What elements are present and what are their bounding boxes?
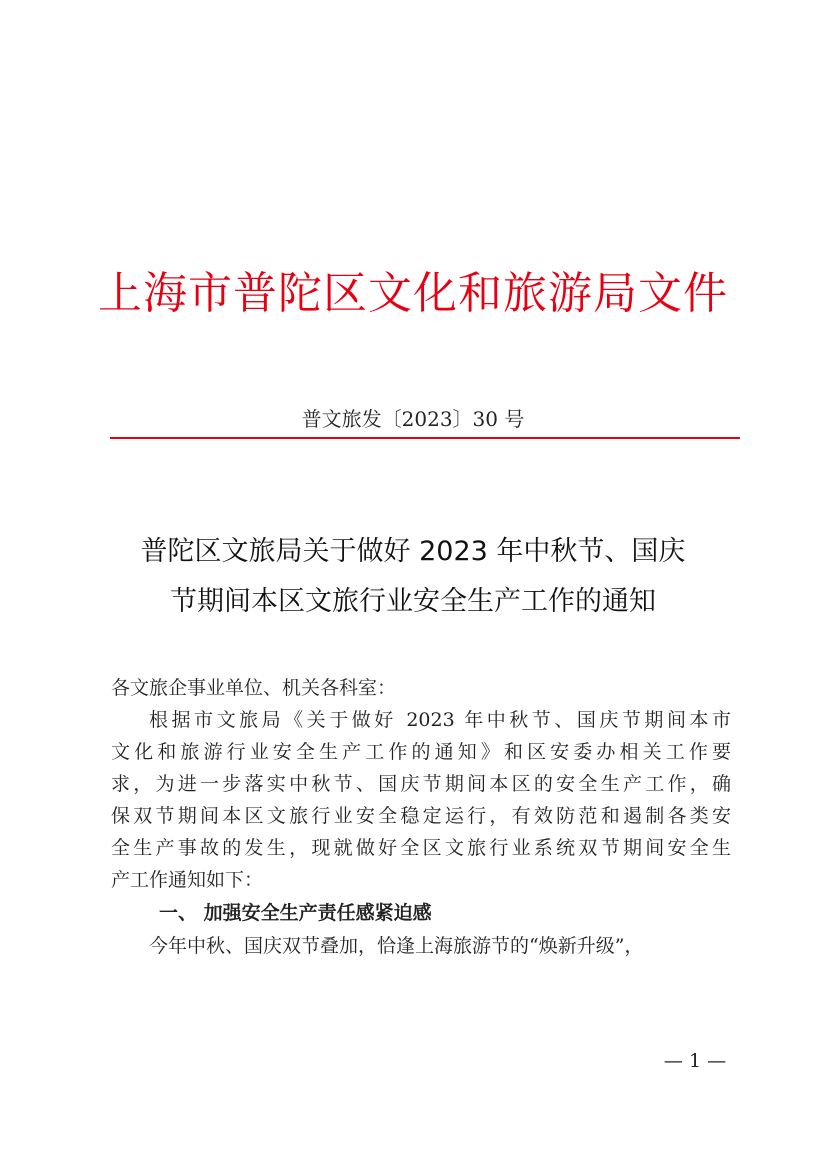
- page-number: — 1 —: [663, 1050, 727, 1072]
- paragraph-line: 产工作通知如下：: [111, 869, 264, 891]
- paragraph-line: 今年中秋、国庆双节叠加，恰逢上海旅游节的“焕新升级”，: [149, 935, 644, 957]
- document-body: [111, 672, 731, 962]
- title-line-2: 节期间本区文旅行业安全生产工作的通知: [170, 586, 656, 617]
- paragraph-line: 求，为进一步落实中秋节、国庆节期间本区的安全生产工作，确: [111, 773, 731, 795]
- title-line-1: 普陀区文旅局关于做好 2023 年中秋节、国庆: [140, 536, 686, 567]
- document-title: [90, 527, 736, 627]
- paragraph-2: [111, 930, 731, 962]
- document-number: 普文旅发〔2023〕30 号: [301, 407, 525, 431]
- paragraph-line: 全生产事故的发生，现就做好全区文旅行业系统双节期间安全生: [111, 837, 731, 859]
- paragraph-1: [111, 704, 731, 896]
- red-divider-line: [110, 437, 740, 439]
- paragraph-line: 保双节期间本区文旅行业安全稳定运行，有效防范和遏制各类安: [111, 805, 731, 827]
- paragraph-line: 根据市文旅局《关于做好 2023 年中秋节、国庆节期间本市: [149, 709, 731, 731]
- section-heading-1: 一、 加强安全生产责任感紧迫感: [159, 902, 432, 924]
- salutation: 各文旅企事业单位、机关各科室：: [111, 677, 397, 699]
- issuer-header: 上海市普陀区文化和旅游局文件: [98, 268, 728, 319]
- paragraph-line: 文化和旅游行业安全生产工作的通知》和区安委办相关工作要: [111, 741, 731, 763]
